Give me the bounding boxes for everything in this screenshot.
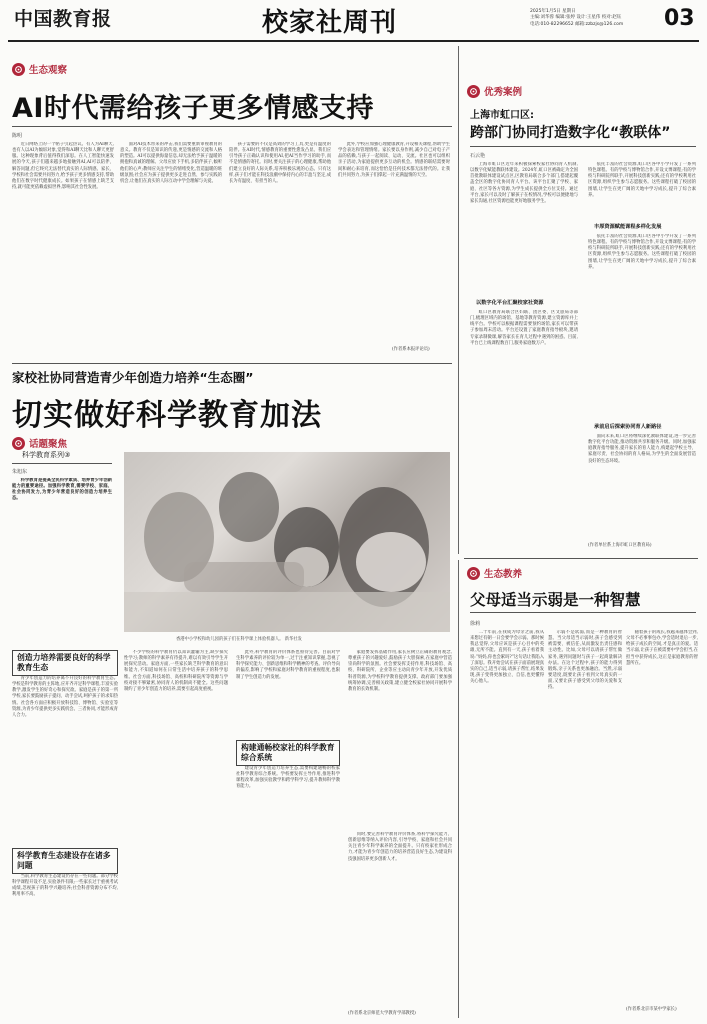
page-number: 03 [664, 6, 695, 31]
article3-subhead-box-3: 构建通畅校家社的科学教育综合系统 [236, 740, 340, 766]
article1-tag-label: 生态观察 [29, 65, 68, 76]
article2-title: 跨部门协同打造数字化“教联体” [470, 125, 671, 141]
editor-credits: 主编:刘华蓉 编辑:张婷 设计:王星伟 校对:赵钰 [530, 15, 622, 21]
issue-date: 2025年1月5日 星期日 [530, 9, 576, 14]
article4-author: 徐莉 [470, 621, 481, 627]
article3-tag-rule [12, 463, 112, 464]
article2-subhead-1: 以数字化平台汇聚校家社资源 [476, 300, 544, 306]
article1-section-tag [12, 62, 67, 76]
article3-column-c: 此外,科学教育的评价体系也亟待完善。目前对学生科学素养的评价较为单一,过于注重知识掌握,忽视了科学探究能力、创新思维和科学精神的考查。评价导向的偏差,影响了学校和家庭对科学教育的重视程度,也限制了学生创造力的发展。 [236, 650, 340, 680]
article3-top-rule [12, 363, 452, 364]
masthead-meta [530, 9, 623, 28]
article2-column-1: 上海市虹口区近年来积极探索校家社协同育人机制,以数字化赋能教联体建设。2024年,虹口区被确定为全国首批教联体建设试点区,区教育局联合多个部门,搭建起覆盖全区的数字化协同育人平台。该平台汇聚了学校、家庭、社区等各方资源,为学生成长提供全方位支持。通过平台,家长可以及时了解孩子在校情况,学校可以便捷地与家长沟通,社区资源也能更好地服务学生。 [470, 162, 578, 204]
article3-lead: 科学教育是提高全民科学素质、培养青少年创新能力的重要途径。加强科学教育,需要学校、家庭、社会协同发力,为青少年营造良好的创造力培养生态。 [12, 478, 112, 502]
article3-tag-label: 话题聚焦 [29, 439, 68, 450]
article4-tag-label: 生态教养 [484, 569, 523, 580]
article3-series: 科学教育系列③ [22, 451, 71, 459]
article2-endnote: (作者单位系上海市虹口区教育局) [588, 543, 652, 548]
article4-title: 父母适当示弱是一种智慧 [470, 591, 641, 609]
article1-author: 陈明 [12, 133, 23, 139]
article4-column-1: 二十年前,在我成为母亲之前,我从来想过有朝一日会要学会示弱。那时候我总觉得,父母应该是孩子心目中的英雄,无所不能。直到有一天,孩子看着我说:“妈妈,你也会累吗?”这句话让我陷入了深思。我开始尝试在孩子面前展现真实的自己,适当示弱,请孩子帮忙,结果发现,孩子变得更加独立、自信,也更懂得关心他人。 [470, 630, 544, 685]
article1-title-rule [12, 126, 452, 127]
article2-subhead-3: 承前启后探索协同育人新路径 [594, 424, 662, 430]
article3-column-a2: 当前,科学教育生态建设仍存在一些问题。部分学校科学课程开设不足,实验条件有限;一些家长过于重视考试成绩,忽视孩子的科学兴趣培养;社会科普资源分布不均,利用率不高。 [12, 874, 118, 898]
photo-shape [124, 592, 450, 632]
article4-section-tag [467, 566, 522, 580]
article1-column-1: 近日网络上的一个帖子引起热议。有人为AI聊天,也有人以AI为倾诉对象,觉得和AI聊天比和人聊天更舒服。这种现象背后值得我们深思。在人工智能快速发展的今天,孩子们越来越多地接触到AI,AI可以陪伴、解答问题,但它终究无法替代真实的人际情感。家长、学校和社会需要共同努力,给予孩子更多情感支持,帮助他们在数字时代健康成长。如果孩子在情感上缺乏支持,就可能更依赖虚拟世界,影响其社会性发展。 [12, 142, 114, 191]
article3-photo [124, 452, 450, 632]
article1-column-4: 此外,学校应加强心理健康教育,开设相关课程,帮助学生学会表达和管理情绪。家长要以身作则,减少自己对电子产品的依赖,与孩子一起阅读、运动、交流。社区也可以组织亲子活动,为家庭提供更多互动的机会。情感的联结需要时间和耐心来培育,而这恰恰是任何技术都无法替代的。让我们共同努力,为孩子们撑起一片充满温情的天空。 [338, 142, 450, 178]
article3-kicker: 家校社协同营造青少年创造力培养“生态圈” [12, 370, 254, 385]
photo-shape [219, 472, 279, 542]
article3-column-c2: 建设青少年创造力培养生态,需要构建通畅的校家社科学教育综合系统。学校要发挥主导作用,推进科学课程改革,加强实验教学和跨学科学习,提升教师科学教育能力。 [236, 766, 340, 790]
article1-column-2: 面对AI技术带来的冲击,我们需要重新审视教育的意义。教育不仅是知识的传递,更是情感的交流和人格的塑造。AI可以提供海量信息,却无法给予孩子温暖的拥抱和真诚的理解。父母应放下手机,多陪伴孩子,倾听他们的心声;教师应关注学生的情绪变化,营造温暖的班级氛围;社会应为孩子提供更多走进自然、参与实践的机会,让他们在真实的人际互动中学会理解与关爱。 [120, 142, 222, 184]
photo-shape [184, 562, 304, 592]
newspaper-logo: 中国教育报 [14, 8, 112, 30]
section-title: 校家社周刊 [262, 8, 398, 38]
article2-subhead-2: 丰厚资源赋能课程多样化发展 [594, 224, 662, 230]
section-tag-icon [12, 437, 25, 450]
article2-column-3b: 依托丰富的社会资源,虹口区各中小学开发了一系列特色课程。有的学校与博物馆合作,开设文博课程;有的学校与科研院所联手,开展科技创新实践;还有的学校利用社区资源,组织学生参与志愿服务。这些课程打破了校园的围墙,让学生在更广阔的天地中学习成长,提升了综合素养。 [588, 234, 696, 270]
article2-author: 石云艳 [470, 153, 486, 159]
article3-column-a: 青少年创造力的培养离不开良好的科学教育生态。学校是科学教育的主阵地,应开齐开足科学课程,丰富实验教学,激发学生的好奇心和探究欲。家庭是孩子的第一所学校,家长要鼓励孩子提问、动手尝试,呵护孩子的求知热情。社会各方面应积极开放科技馆、博物馆、实验室等资源,为青少年提供更多实践机会。三者协同,才能形成育人合力。 [12, 676, 118, 718]
column-divider [458, 46, 459, 554]
article3-section-tag [12, 436, 67, 450]
article1-column-3: 孩子需要的不仅是高效的学习工具,更是有温度的陪伴。在AI时代,情感教育的重要性愈发凸显。我们应引导孩子正确认识和使用AI,把AI当作学习的助手,而不是情感的寄托。同时,要关注孩子的心理健康,帮助他们建立良好的人际关系,培养积极乐观的心态。只有这样,孩子们才能在科技浪潮中保持内心的丰盈与坚定,成长为有温度、有担当的人。 [229, 142, 331, 184]
masthead-rule [8, 40, 699, 42]
article2-column-3a: 依托丰富的社会资源,虹口区各中小学开发了一系列特色课程。有的学校与博物馆合作,开设文博课程;有的学校与科研院所联手,开展科技创新实践;还有的学校利用社区资源,组织学生参与志愿服务。这些课程打破了校园的围墙,让学生在更广阔的天地中学习成长,提升了综合素养。 [588, 162, 696, 198]
column-divider [458, 560, 459, 1018]
contact-info: 电话:010-82296652 邮箱:zzbzjs@126.com [530, 21, 624, 27]
section-tag-icon [12, 63, 25, 76]
article4-endnote: (作者系北京市某中学家长) [626, 1007, 677, 1012]
article2-title-rule [470, 146, 696, 147]
article2-column-4: 面向未来,虹口区将继续深化教联体建设,进一步完善数字化平台功能,推动资源共享和服务升级。同时,加强家庭教育指导服务,提升家长的育人能力,构建起学校主导、家庭尽责、社会协同的育人格局,为学生的全面发展营造良好的生态环境。 [588, 434, 696, 464]
article3-column-e: 同时,要完善科学教育评价体系,将科学探究能力、创新思维等纳入评价内容,引导学校、家庭和社会共同关注青少年科学素养的全面提升。只有校家社形成合力,才能为青少年创造力的培养营造良好生态,为建设科技强国培养更多创新人才。 [348, 832, 452, 862]
article2-column-2: 虹口区教育局联合区妇联、团区委、区文旅局等部门,梳理区域内的场馆、基地等教育资源,建立资源库并上线平台。学校可以根据课程需要预约场馆,家长可以带孩子参加周末活动。平台还设置了家庭教育指导板块,邀请专家录制微课,解答家长在育儿过程中遇到的困惑。目前,平台已上线课程数百门,服务家庭数万户。 [470, 310, 578, 346]
article3-column-d: 家庭要发挥基础作用,家长应树立正确的教育观念,尊重孩子的兴趣爱好,鼓励孩子大胆探索,在家庭中营造崇尚科学的氛围。社会要发挥支持作用,科技场馆、高校、科研院所、企业等应主动向青少年开放,开发优质科普资源,为学校科学教育提供支撑。政府部门要加强统筹协调,完善相关政策,建立健全校家社协同开展科学教育的长效机制。 [348, 650, 452, 692]
article3-subhead-box-1: 创造力培养需要良好的科学教育生态 [12, 650, 118, 676]
article4-title-rule [470, 612, 696, 613]
article2-tag-label: 优秀案例 [484, 87, 523, 98]
article3-author: 朱旭东 [12, 469, 28, 475]
article2-section-tag [467, 84, 522, 98]
article4-column-3: 随着孩子的成长,我越来越体会到,父母不必事事包办,学会适时退后一步,给孩子成长的空间,才是真正的爱。适当示弱,让孩子在被需要中学会担当,在担当中获得成长,这正是家庭教育的智慧所在。 [626, 630, 698, 666]
article4-column-2: 示弱不是软弱,而是一种教育的智慧。当父母适当示弱时,孩子会感受到被需要、被信任,从而激发出责任感和主动性。比如,父母可以请孩子帮忙做家务,遇到问题时与孩子一起商量解决办法。在这个过程中,孩子的能力得到锻炼,亲子关系也更加融洽。当然,示弱要适度,既要让孩子看到父母真实的一面,又要让孩子感受到父母的关爱和支持。 [548, 630, 622, 691]
article2-region: 上海市虹口区: [470, 110, 534, 121]
section-tag-icon [467, 85, 480, 98]
photo-shape [356, 532, 426, 592]
article1-title: AI时代需给孩子更多情感支持 [12, 93, 374, 124]
article1-endnote: (作者系本报评论员) [392, 347, 430, 352]
section-tag-icon [467, 567, 480, 580]
article3-endnote: (作者系北京师范大学教育学部教授) [348, 1011, 416, 1016]
article4-top-rule [464, 558, 698, 559]
article3-column-b: 不少学校的科学教育仍以知识灌输为主,缺少探究性学习;教师的科学素养有待提升,难以有效引导学生开展探究活动。家庭方面,一些家长缺乏科学教育的意识和能力,不知道如何在日常生活中培养孩子的科学思维。社会方面,科技场馆、高校和科研院所等资源与学校对接不够紧密,协同育人的机制尚不健全。这些问题制约了青少年创造力的培养,需要引起高度重视。 [124, 650, 228, 692]
article3-photo-caption: 香港中小学校和幼儿园的孩子们在科学课上体验机器人。 新华社发 [176, 637, 302, 642]
article3-title: 切实做好科学教育加法 [12, 398, 322, 433]
article3-subhead-box-2: 科学教育生态建设存在诸多问题 [12, 848, 118, 874]
